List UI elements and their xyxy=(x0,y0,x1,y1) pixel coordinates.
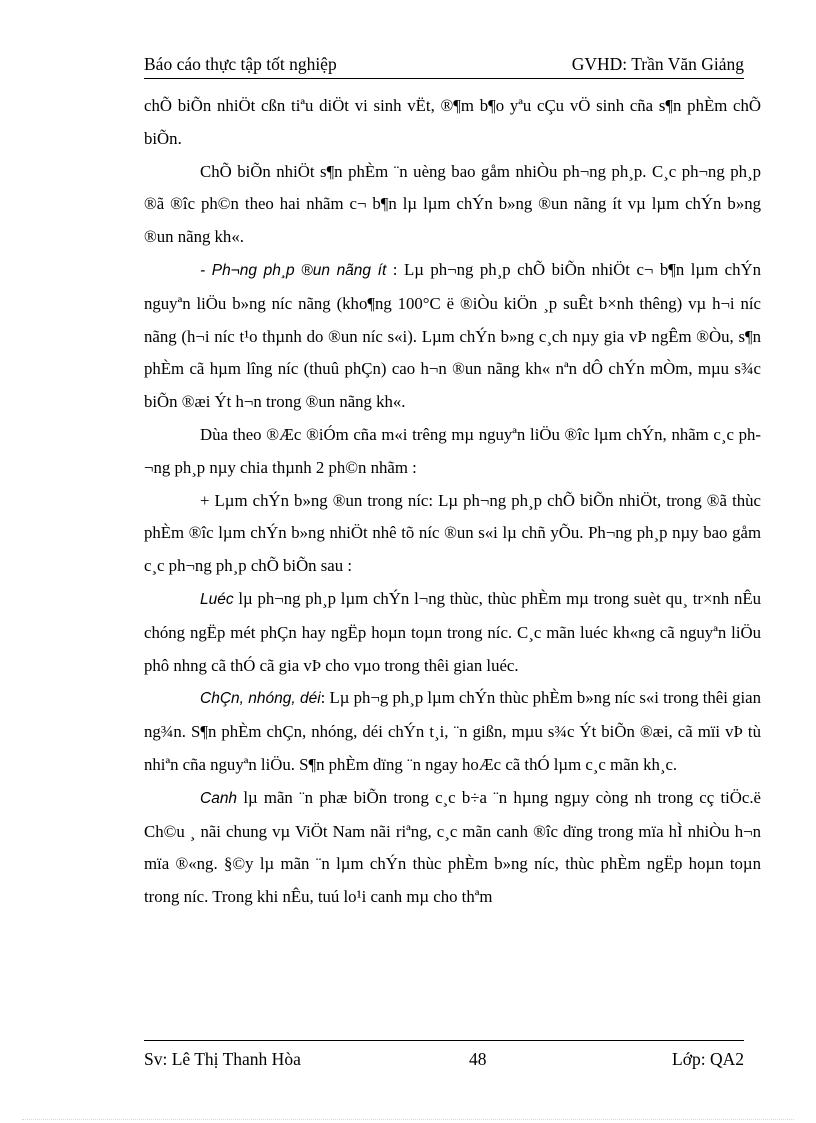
paragraph xyxy=(144,419,761,485)
class-name: Lớp: QA2 xyxy=(672,1049,744,1069)
page-number: 48 xyxy=(469,1049,487,1069)
paragraph-text: chÕ biÕn nhiÖt cßn tiªu diÖt vi sinh vËt, ®¶m b¶o yªu cÇu vÖ sinh cña s¶n phÈm chÕ biÕn. xyxy=(144,96,761,148)
body-text xyxy=(144,90,761,914)
paragraph-lead: Luéc xyxy=(200,590,234,608)
student-name: Sv: Lê Thị Thanh Hòa xyxy=(144,1049,301,1069)
paragraph xyxy=(144,156,761,254)
paragraph-text: lµ ph¬ng ph¸p lµm chÝn l¬ng thùc, thùc phÈm mµ trong suèt qu¸ tr×nh nÊu chóng ngËp mét phÇn hay ngËp hoµn toµn trong níc. C¸c mãn luéc kh«ng cã nguyªn liÖu phô nhng cã thÓ cã gia vÞ cho vµo trong thêi gian luéc. xyxy=(144,588,761,675)
paragraph-lead: ChÇn, nhóng, déi xyxy=(200,690,321,708)
paragraph xyxy=(144,782,761,914)
paragraph xyxy=(144,583,761,682)
paragraph-text: lµ mãn ¨n phæ biÕn trong c¸c b÷a ¨n hµng ngµy còng nh trong cç tiÖc.ë Ch©u ¸ nãi chung vµ ViÖt Nam nãi riªng, c¸c mãn canh ®îc dïng trong mïa hÌ nhiÒu h¬n mïa ®«ng. §©y lµ mãn ¨n lµm chÝn thùc phÈm b»ng níc, thùc phÈm ngËp hoµn toµn trong níc. Trong khi nÊu, tuú lo¹i canh mµ cho thªm xyxy=(144,787,761,907)
paragraph-text: + Lµm chÝn b»ng ®un trong níc: Lµ ph¬ng ph¸p chÕ biÕn nhiÖt, trong ®ã thùc phÈm ®îc lµm chÝn b»ng nhiÖt nhê tõ níc ®un s«i lµ chñ yÕu. Ph¬ng ph¸p nµy bao gåm c¸c ph¬ng ph¸p chÕ biÕn sau : xyxy=(144,490,761,576)
paragraph-text: : Lµ ph¬g ph¸p lµm chÝn thùc phÈm b»ng níc s«i trong thêi gian ng¾n. S¶n phÈm chÇn, nhóng, déi chÝn t¸i, ¨n gißn, mµu s¾c Ýt biÕn ®æi, cã mïi vÞ tù nhiªn cña nguyªn liÖu. S¶n phÈm dïng ¨n ngay hoÆc cã thÓ lµm c¸c mãn kh¸c. xyxy=(144,688,761,774)
paragraph xyxy=(144,90,761,156)
paragraph xyxy=(144,485,761,583)
paragraph-text: ChÕ biÕn nhiÖt s¶n phÈm ¨n uèng bao gåm nhiÒu ph¬ng ph¸p. C¸c ph¬ng ph¸p ®ã ®îc ph©n theo hai nhãm c¬ b¶n lµ lµm chÝn b»ng ®un nãng ít vµ lµm chÝn b»ng ®un nãng kh«. xyxy=(144,161,761,247)
paragraph xyxy=(144,254,761,419)
footer-divider xyxy=(144,1040,744,1041)
paragraph-lead: Canh xyxy=(200,789,238,807)
page-footer xyxy=(144,1049,744,1073)
paragraph-text: : Lµ ph¬ng ph¸p chÕ biÕn nhiÖt c¬ b¶n lµm chÝn nguyªn liÖu b»ng níc nãng (kho¶ng 100°C ë ®iÒu kiÖn ¸p suÊt b×nh thêng) vµ h¬i níc nãng (h¬i níc t¹o thµnh do ®un níc s«i). Lµm chÝn b»ng c¸ch nµy gia vÞ ngÊm ®Òu, s¶n phÈm cã hµm lîng níc (thuû phÇn) cao h¬n ®un nãng kh« nªn dÔ chÝn mÒm, mµu s¾c biÕn ®æi Ýt h¬n trong ®un nãng kh«. xyxy=(144,259,761,412)
report-title: Báo cáo thực tập tốt nghiệp xyxy=(144,54,337,74)
paragraph xyxy=(144,682,761,781)
supervisor-name: GVHD: Trần Văn Giảng xyxy=(571,54,744,74)
paragraph-lead: - Ph¬ng ph¸p ®un nãng ít xyxy=(200,261,387,279)
page-edge-divider xyxy=(22,1119,794,1120)
paragraph-text: Dùa theo ®Æc ®iÓm cña m«i trêng mµ nguyªn liÖu ®îc lµm chÝn, nhãm c¸c ph¬ng ph¸p nµy chia thµnh 2 ph©n nhãm : xyxy=(144,424,761,477)
page-header xyxy=(144,52,744,79)
